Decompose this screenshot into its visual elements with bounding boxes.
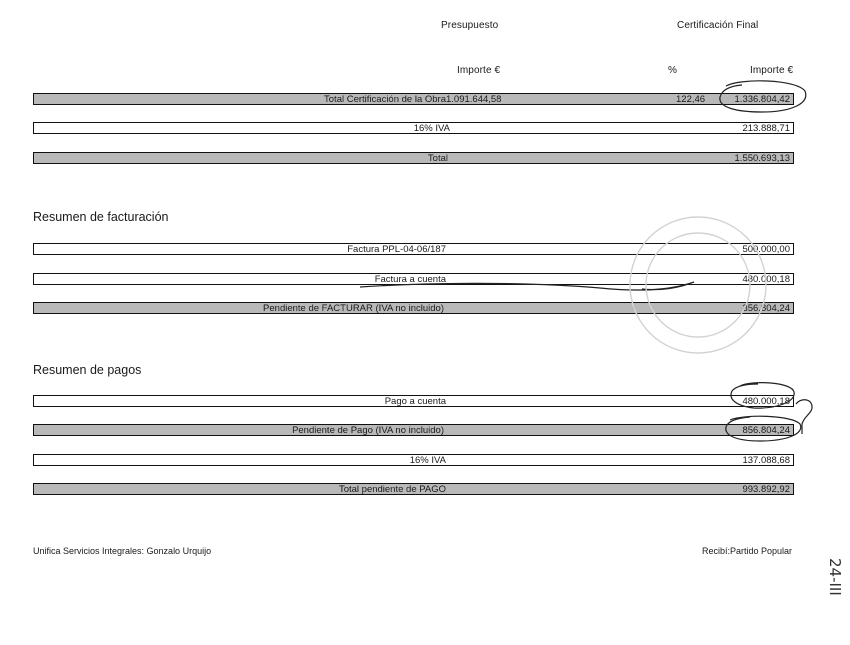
row-label: Pago a cuenta bbox=[384, 396, 446, 407]
importe-value: 356.804,24 bbox=[742, 303, 790, 314]
header-importe-presupuesto: Importe € bbox=[457, 65, 501, 76]
row-label: 16% IVA bbox=[413, 123, 450, 134]
importe-value: 1.336.804,42 bbox=[734, 94, 790, 105]
header-presupuesto: Presupuesto bbox=[441, 20, 499, 31]
importe-value: 500.000,00 bbox=[742, 244, 790, 255]
header-certificacion-final: Certificación Final bbox=[677, 20, 759, 31]
header-importe-certificacion: Importe € bbox=[750, 65, 794, 76]
row-label: Total pendiente de PAGO bbox=[338, 484, 446, 495]
row-label: Pendiente de FACTURAR (IVA no incluido) bbox=[263, 303, 444, 314]
faded-stamp bbox=[630, 217, 766, 353]
importe-value: 480.000,18 bbox=[742, 396, 790, 407]
row-label: Total bbox=[427, 153, 448, 164]
circle-mark-pago bbox=[731, 383, 794, 408]
row-label: Pendiente de Pago (IVA no incluido) bbox=[292, 425, 444, 436]
percent-value: 122,46 bbox=[676, 94, 706, 105]
presupuesto-value: 1.091.644,58 bbox=[446, 94, 502, 105]
importe-value: 1.550.693,13 bbox=[734, 153, 790, 164]
circle-mark-certificacion bbox=[720, 81, 806, 112]
pen-stroke-factura bbox=[360, 282, 694, 290]
row-label: Factura PPL-04-06/187 bbox=[347, 244, 446, 255]
footer-recibi: Recibí:Partido Popular bbox=[702, 546, 793, 556]
importe-value: 993.892,92 bbox=[742, 484, 790, 495]
row-label: Factura a cuenta bbox=[374, 274, 446, 285]
header-percent: % bbox=[668, 65, 677, 76]
row-label: 16% IVA bbox=[409, 455, 446, 466]
section-title-pagos: Resumen de pagos bbox=[33, 363, 142, 377]
section-title-facturacion: Resumen de facturación bbox=[33, 210, 169, 224]
importe-value: 856.804,24 bbox=[742, 425, 790, 436]
circle-mark-pendiente-pago bbox=[726, 416, 801, 441]
importe-value: 137.088,68 bbox=[742, 455, 790, 466]
importe-value: 480.000,18 bbox=[742, 274, 790, 285]
importe-value: 213.888,71 bbox=[742, 123, 790, 134]
margin-note: 24-III bbox=[826, 558, 844, 596]
question-mark bbox=[796, 400, 812, 434]
row-label: Total Certificación de la Obra bbox=[324, 94, 446, 105]
footer-unifica: Unifica Servicios Integrales: Gonzalo Urquijo bbox=[33, 546, 212, 556]
